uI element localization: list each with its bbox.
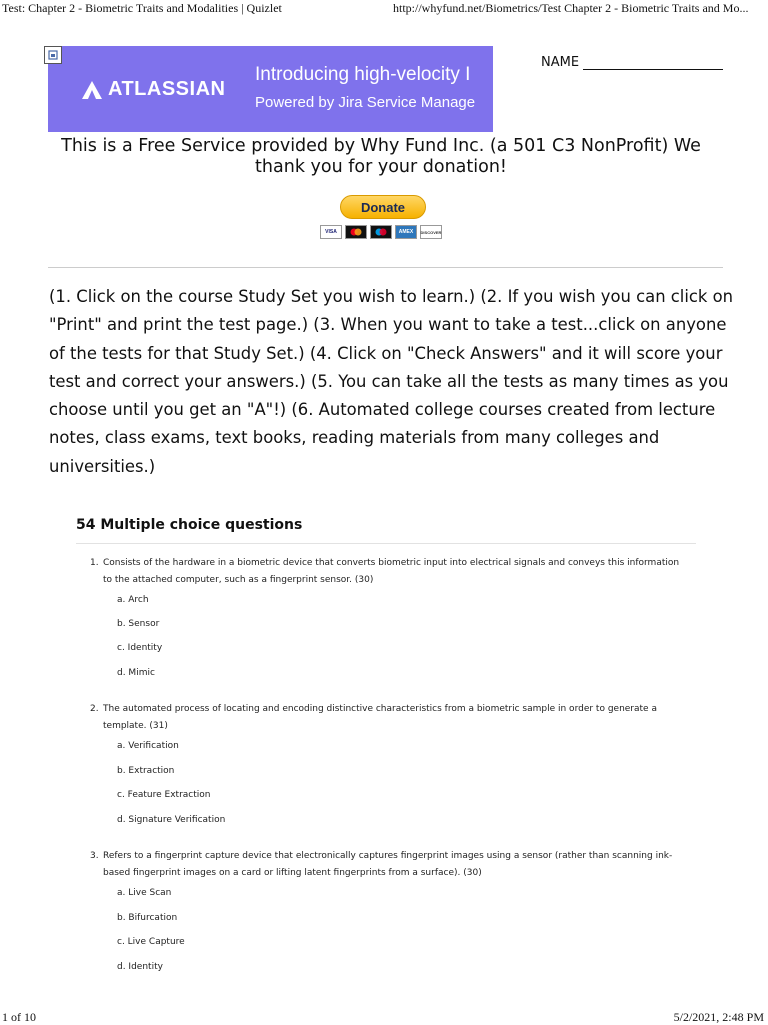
atlassian-logo	[82, 78, 225, 101]
answer-option[interactable]: d. Mimic	[117, 668, 155, 678]
question-text: Consists of the hardware in a biometric device that converts biometric input into electrical signals and conveys this information to the attached computer, such as a fingerprint sensor. (30)	[103, 558, 680, 585]
question-number: 3.	[90, 851, 99, 861]
visa-card-icon: VISA	[320, 225, 342, 239]
question-2	[90, 701, 680, 734]
mastercard-icon	[345, 225, 367, 239]
print-header-title: Test: Chapter 2 - Biometric Traits and Modalities | Quizlet	[2, 1, 282, 15]
answer-option[interactable]: d. Identity	[117, 962, 163, 972]
atlassian-ad-banner[interactable]	[48, 46, 493, 132]
section-title: 54 Multiple choice questions	[76, 517, 303, 533]
answer-option[interactable]: a. Arch	[117, 595, 149, 605]
answer-option[interactable]: c. Feature Extraction	[117, 790, 211, 800]
name-field-line[interactable]	[583, 69, 723, 70]
question-number: 1.	[90, 558, 99, 568]
question-1	[90, 555, 680, 588]
answer-option[interactable]: d. Signature Verification	[117, 815, 226, 825]
atlassian-logo-text: ATLASSIAN	[108, 78, 226, 100]
question-text: Refers to a fingerprint capture device that electronically captures fingerprint images using a sensor (rather than scanning ink-based fingerprint images on a card or lifting latent fingerprints from a surface). (30)	[103, 851, 673, 878]
divider	[48, 267, 723, 268]
name-label: NAME	[541, 55, 580, 70]
ad-choices-icon[interactable]	[44, 46, 62, 64]
question-3	[90, 848, 680, 881]
section-divider	[76, 543, 696, 544]
answer-option[interactable]: b. Bifurcation	[117, 913, 178, 923]
ad-headline: Introducing high-velocity I	[255, 64, 471, 85]
instructions-text: (1. Click on the course Study Set you wish to learn.) (2. If you wish you can click on "Print" and print the test page.) (3. When you want to take a test...click on anyone of the tests for that Study Set.) (4. Click on "Check Answers" and it will score your test and correct your answers.) (5. You can take all the tests as many times as you choose until you get an "A"!) (6. Automated college courses created from lecture notes, class exams, text books, reading materials from many colleges and universities.)	[49, 287, 734, 476]
print-datetime: 5/2/2021, 2:48 PM	[673, 1010, 764, 1024]
amex-card-icon: AMEX	[395, 225, 417, 239]
answer-option[interactable]: a. Live Scan	[117, 888, 172, 898]
discover-card-icon: DISCOVER	[420, 225, 442, 239]
answer-option[interactable]: b. Sensor	[117, 619, 160, 629]
print-header-url: http://whyfund.net/Biometrics/Test Chapter 2 - Biometric Traits and Mo...	[393, 1, 749, 15]
payment-cards	[320, 225, 442, 239]
question-number: 2.	[90, 704, 99, 714]
ad-subline: Powered by Jira Service Manage	[255, 94, 476, 111]
question-text: The automated process of locating and encoding distinctive characteristics from a biometric sample in order to generate a template. (31)	[103, 704, 657, 731]
answer-option[interactable]: b. Extraction	[117, 766, 175, 776]
maestro-card-icon	[370, 225, 392, 239]
answer-option[interactable]: c. Identity	[117, 643, 163, 653]
free-service-notice: This is a Free Service provided by Why Fund Inc. (a 501 C3 NonProfit) We thank you for your donation!	[61, 136, 701, 177]
donate-button[interactable]: Donate	[340, 195, 426, 219]
page-counter: 1 of 10	[2, 1010, 36, 1024]
atlassian-logo-icon	[82, 81, 102, 99]
answer-option[interactable]: c. Live Capture	[117, 937, 185, 947]
answer-option[interactable]: a. Verification	[117, 741, 179, 751]
